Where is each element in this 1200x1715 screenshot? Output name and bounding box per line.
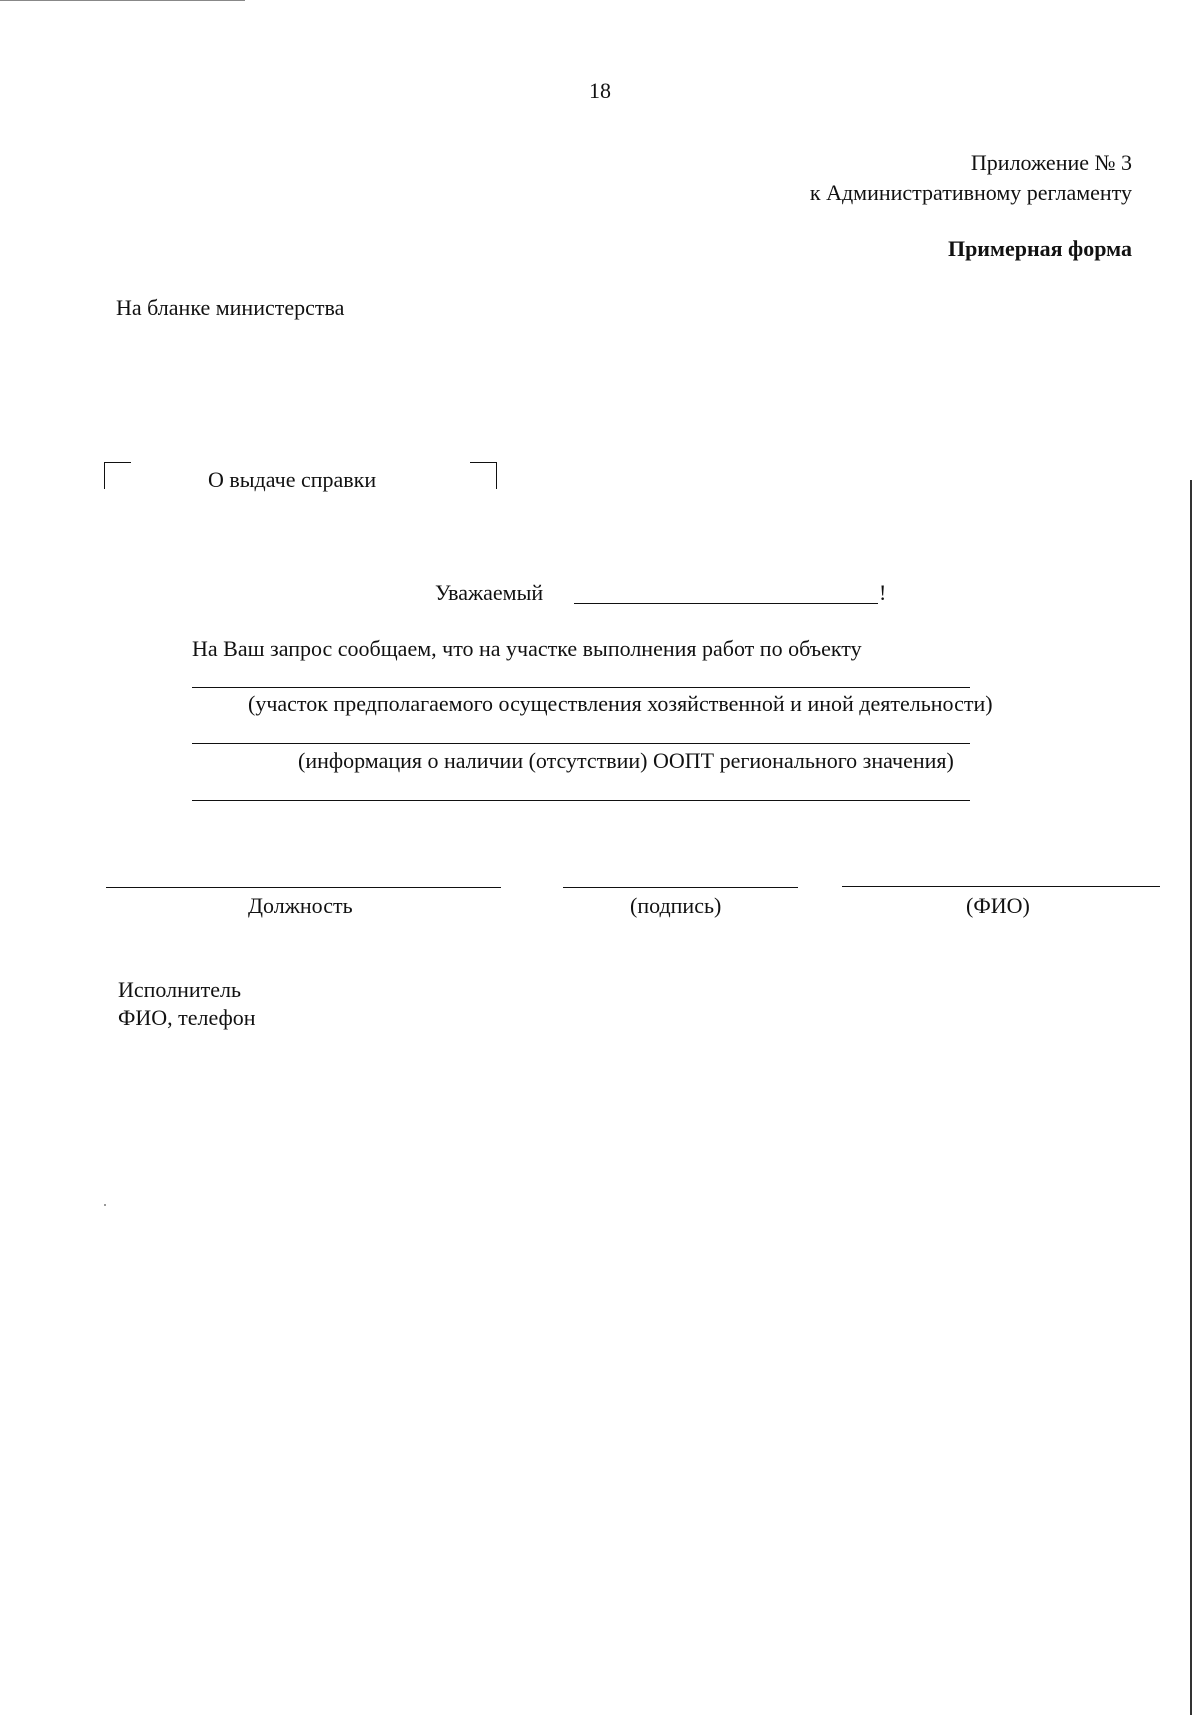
signature-label: (подпись) <box>630 893 722 918</box>
form-type-label: Примерная форма <box>947 236 1132 261</box>
name-label: (ФИО) <box>966 893 1030 918</box>
caption-info: (информация о наличии (отсутствии) ООПТ регионального значения) <box>298 748 954 773</box>
subject-corner-right <box>470 462 497 489</box>
position-label: Должность <box>248 893 353 918</box>
scan-edge-right <box>1190 480 1192 1715</box>
scan-speck <box>104 1204 106 1206</box>
site-blank-line <box>192 687 970 688</box>
scan-edge-top <box>0 0 245 1</box>
position-blank-line <box>106 887 501 888</box>
signature-blank-line <box>563 887 798 888</box>
letter-subject: О выдаче справки <box>208 467 377 492</box>
subject-corner-left <box>104 462 131 489</box>
name-blank-line <box>842 886 1160 887</box>
extra-blank-line <box>192 800 970 801</box>
letterhead-note: На бланке министерства <box>116 295 345 320</box>
caption-site: (участок предполагаемого осуществления хозяйственной и иной деятельности) <box>248 691 993 716</box>
addressee-blank-line <box>574 603 878 604</box>
executor-contact: ФИО, телефон <box>118 1005 256 1030</box>
info-blank-line <box>192 743 970 744</box>
executor-label: Исполнитель <box>118 977 242 1002</box>
page-number: 18 <box>589 78 611 103</box>
appendix-number: Приложение № 3 <box>970 150 1132 175</box>
body-intro: На Ваш запрос сообщаем, что на участке выполнения работ по объекту <box>192 636 862 661</box>
greeting-salutation: Уважаемый <box>435 580 544 605</box>
appendix-regulation: к Административному регламенту <box>809 180 1132 205</box>
greeting-exclamation: ! <box>879 580 887 605</box>
